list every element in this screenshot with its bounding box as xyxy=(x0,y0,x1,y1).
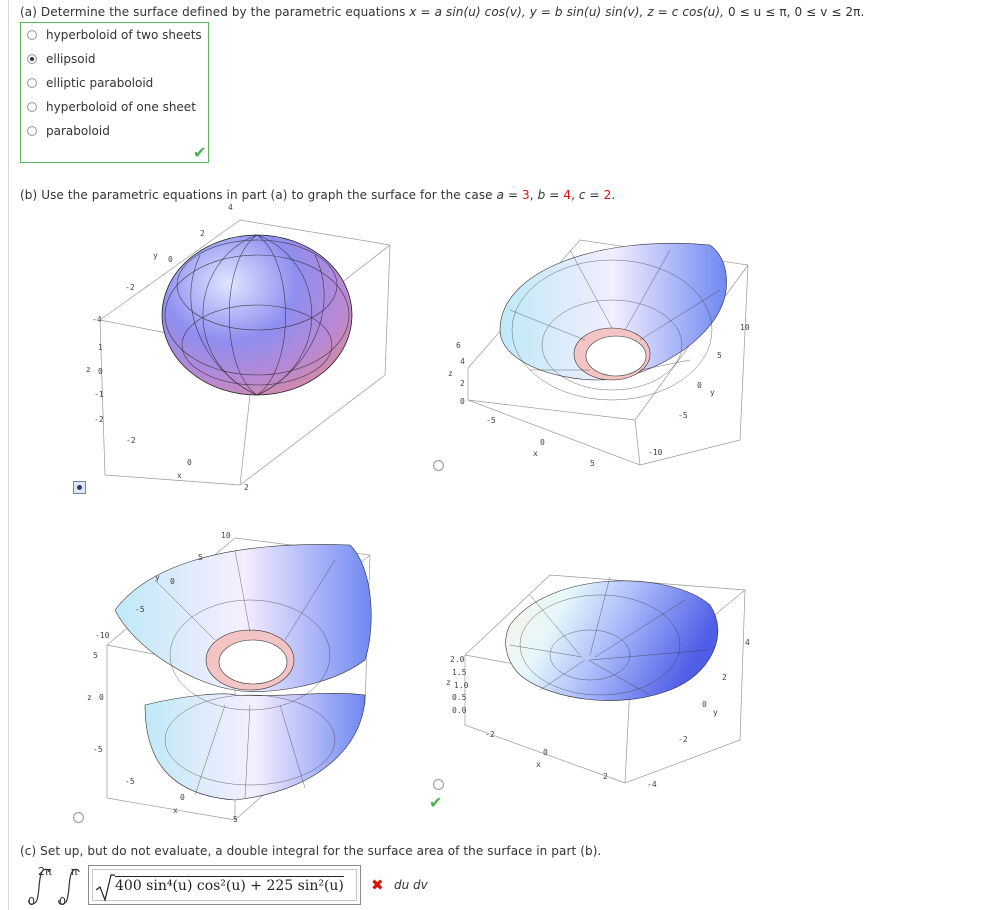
equation-range: 0 ≤ u ≤ π, 0 ≤ v ≤ 2π. xyxy=(727,5,865,19)
svg-text:-5: -5 xyxy=(486,416,496,425)
radio-button[interactable] xyxy=(27,126,37,136)
svg-text:5: 5 xyxy=(590,459,595,468)
svg-text:2: 2 xyxy=(722,673,727,682)
svg-text:-5: -5 xyxy=(135,605,145,614)
svg-text:0: 0 xyxy=(543,748,548,757)
svg-text:-1: -1 xyxy=(94,390,104,399)
c-value: 2 xyxy=(603,188,612,202)
svg-text:0: 0 xyxy=(180,793,185,802)
ellipsoid-surface xyxy=(162,235,352,395)
svg-text:z: z xyxy=(448,369,453,378)
svg-text:10: 10 xyxy=(740,323,750,332)
answer-choices xyxy=(20,22,209,163)
svg-text:-2: -2 xyxy=(126,436,136,445)
equation-y: y = b sin(u) sin(v), xyxy=(529,5,644,19)
incorrect-x-icon: ✖ xyxy=(371,876,384,894)
svg-text:-5: -5 xyxy=(678,411,688,420)
svg-text:2.0: 2.0 xyxy=(450,655,465,664)
radio-button[interactable] xyxy=(27,102,37,112)
svg-text:y: y xyxy=(155,573,160,582)
svg-text:2: 2 xyxy=(603,772,608,781)
svg-text:0.5: 0.5 xyxy=(452,693,467,702)
svg-text:2: 2 xyxy=(244,483,249,490)
svg-text:-5: -5 xyxy=(125,777,135,786)
question-a-text: (a) Determine the surface defined by the parametric equations xyxy=(20,5,410,19)
svg-text:0: 0 xyxy=(460,397,465,406)
outer-upper-limit: 2π xyxy=(38,865,52,878)
choice-hyperboloid-one-sheet[interactable] xyxy=(27,98,196,116)
hyperboloid-surface xyxy=(115,544,371,800)
svg-text:-2: -2 xyxy=(125,283,135,292)
a-value: 3 xyxy=(522,188,530,202)
choice-label: hyperboloid of two sheets xyxy=(46,28,202,42)
svg-text:z: z xyxy=(86,365,91,374)
svg-text:-4: -4 xyxy=(92,315,102,324)
svg-text:-10: -10 xyxy=(95,631,110,640)
svg-text:0: 0 xyxy=(170,577,175,586)
svg-text:y: y xyxy=(153,251,158,260)
svg-text:y: y xyxy=(713,708,718,717)
svg-text:-5: -5 xyxy=(93,745,103,754)
choice-label: paraboloid xyxy=(46,124,110,138)
svg-text:0: 0 xyxy=(99,693,104,702)
b-value: 4 xyxy=(563,188,572,202)
svg-text:0: 0 xyxy=(540,438,545,447)
equation-z: z = c cos(u), xyxy=(647,5,725,19)
svg-text:0: 0 xyxy=(697,381,702,390)
choice-ellipsoid[interactable] xyxy=(27,50,96,68)
choice-label: elliptic paraboloid xyxy=(46,76,154,90)
a-label: a = xyxy=(496,188,523,202)
svg-text:4: 4 xyxy=(228,203,233,212)
svg-text:0: 0 xyxy=(702,700,707,709)
svg-text:5: 5 xyxy=(233,815,238,824)
b-label: b = xyxy=(537,188,564,202)
svg-text:z: z xyxy=(87,693,92,702)
answer-input[interactable] xyxy=(88,865,361,905)
svg-text:0: 0 xyxy=(168,255,173,264)
choice-label: ellipsoid xyxy=(46,52,96,66)
choice-paraboloid[interactable] xyxy=(27,122,110,140)
inner-upper-limit: π xyxy=(71,865,78,878)
svg-text:1: 1 xyxy=(98,343,103,352)
outer-lower-limit: 0 xyxy=(28,895,35,908)
plot-bowl[interactable] xyxy=(440,565,770,795)
plot-ellipsoid[interactable] xyxy=(80,200,410,490)
left-margin-rule xyxy=(8,0,9,910)
svg-text:-10: -10 xyxy=(648,448,663,457)
svg-text:2: 2 xyxy=(460,379,465,388)
equation-x: x = a sin(u) cos(v), xyxy=(409,5,526,19)
svg-text:1.0: 1.0 xyxy=(454,681,469,690)
svg-text:x: x xyxy=(533,449,538,458)
choice-hyperboloid-two-sheets[interactable] xyxy=(27,26,202,44)
radio-button[interactable] xyxy=(27,78,37,88)
radio-button[interactable] xyxy=(27,30,37,40)
svg-text:4: 4 xyxy=(745,638,750,647)
answer-value: 400 sin⁴(u) cos²(u) + 225 sin²(u) xyxy=(115,878,344,894)
svg-text:z: z xyxy=(446,678,451,687)
plot-radio-bowl[interactable] xyxy=(433,779,444,790)
svg-text:x: x xyxy=(536,760,541,769)
inner-lower-limit: 0 xyxy=(59,895,66,908)
plot-radio-hyperboloid[interactable] xyxy=(73,812,84,823)
question-b: (b) Use the parametric equations in part (a) to graph the surface for the case a = 3, b = 4, c = 2. xyxy=(20,188,616,202)
svg-text:1.5: 1.5 xyxy=(452,668,467,677)
bowl-surface xyxy=(506,577,718,701)
svg-text:y: y xyxy=(710,388,715,397)
svg-text:6: 6 xyxy=(456,341,461,350)
question-b-text: (b) Use the parametric equations in part (a) to graph the surface for the case xyxy=(20,188,497,202)
plot-radio-ellipsoid-selected[interactable] xyxy=(73,481,86,494)
svg-text:-2: -2 xyxy=(678,735,688,744)
question-c: (c) Set up, but do not evaluate, a double integral for the surface area of the surface in part (b). xyxy=(20,844,602,858)
radio-button-selected[interactable] xyxy=(27,54,37,64)
correct-check-icon: ✔ xyxy=(193,143,207,162)
c-label: c = xyxy=(578,188,604,202)
svg-text:0.0: 0.0 xyxy=(452,706,467,715)
svg-text:-4: -4 xyxy=(647,780,657,789)
svg-text:-2: -2 xyxy=(94,415,104,424)
plot-correct-check-icon: ✔ xyxy=(429,793,443,812)
svg-text:10: 10 xyxy=(221,531,231,540)
differentials: du dv xyxy=(394,878,428,892)
svg-text:0: 0 xyxy=(98,367,103,376)
sqrt-icon xyxy=(95,874,115,902)
plot-radio-paraboloid-ring[interactable] xyxy=(433,460,444,471)
choice-label: hyperboloid of one sheet xyxy=(46,100,196,114)
svg-text:5: 5 xyxy=(93,651,98,660)
svg-text:4: 4 xyxy=(460,357,465,366)
svg-text:5: 5 xyxy=(198,553,203,562)
plot-hyperboloid[interactable] xyxy=(85,530,385,825)
question-a xyxy=(20,5,864,19)
svg-text:x: x xyxy=(173,806,178,815)
svg-text:x: x xyxy=(177,471,182,480)
plot-paraboloid-ring[interactable] xyxy=(440,230,770,470)
svg-text:0: 0 xyxy=(187,458,192,467)
svg-text:2: 2 xyxy=(200,229,205,238)
svg-text:5: 5 xyxy=(717,351,722,360)
svg-text:-2: -2 xyxy=(485,730,495,739)
paraboloid-ring-surface xyxy=(500,243,727,400)
choice-elliptic-paraboloid[interactable] xyxy=(27,74,153,92)
